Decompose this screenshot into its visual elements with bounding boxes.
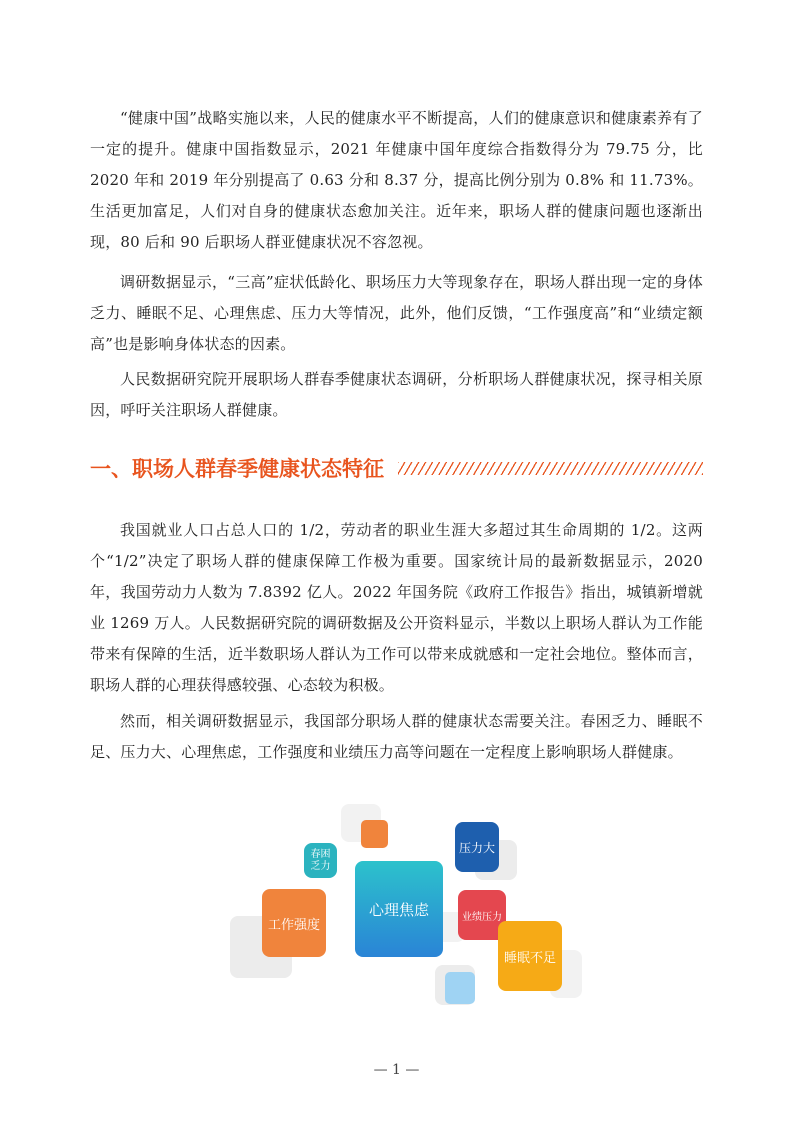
tile-yalida — [455, 822, 499, 872]
health-issues-tile-mosaic — [225, 800, 585, 1015]
body-paragraph-1: 我国就业人口占总人口的 1/2，劳动者的职业生涯大多超过其生命周期的 1/2。这两个“1/2”决定了职场人群的健康保障工作极为重要。国家统计局的最新数据显示，2020 年，我国劳动力人数为 7.8392 亿人。2022 年国务院《政府工作报告》指出，城镇新增就业 1269 万人。人民数据研究院的调研数据及公开资料显示，半数以上职场人群认为工作能带来有保障的生活，近半数职场人群认为工作可以带来成就感和一定社会地位。整体而言，职场人群的心理获得感较强、心态较为积极。 — [90, 521, 703, 694]
tile-chunkun-line1: 春困 — [310, 848, 331, 860]
tile-orange-small — [361, 820, 388, 848]
tile-xinli-jiaolv — [355, 861, 443, 957]
tile-shuimian-buzu — [498, 921, 562, 991]
intro-paragraph-3: 人民数据研究院开展职场人群春季健康状态调研，分析职场人群健康状况，探寻相关原因，呼吁关注职场人群健康。 — [90, 370, 703, 419]
page-number: — 1 — — [373, 1062, 420, 1078]
tile-yalida-label: 压力大 — [458, 840, 495, 855]
tile-gongzuo-qiangdu — [262, 889, 326, 957]
tile-yeji-label: 业绩压力 — [462, 911, 502, 923]
intro-paragraph-1: “健康中国”战略实施以来，人民的健康水平不断提高，人们的健康意识和健康素养有了一定的提升。健康中国指数显示，2021 年健康中国年度综合指数得分为 79.75 分，比 2020 年和 2019 年分别提高了 0.63 分和 8.37 分，提高比例分别为 0.8% 和 11.73%。生活更加富足，人们对自身的健康状态愈加关注。近年来，职场人群的健康问题也逐渐出现，80 后和 90 后职场人群亚健康状况不容忽视。 — [90, 109, 703, 251]
tile-light-blue — [445, 972, 475, 1004]
heading-hatch-decoration — [398, 462, 703, 475]
tile-gongzuo-label: 工作强度 — [267, 917, 320, 933]
body-paragraph-2: 然而，相关调研数据显示，我国部分职场人群的健康状态需要关注。春困乏力、睡眠不足、压力大、心理焦虑，工作强度和业绩压力高等问题在一定程度上影响职场人群健康。 — [90, 712, 703, 761]
intro-paragraph-2: 调研数据显示，“三高”症状低龄化、职场压力大等现象存在，职场人群出现一定的身体乏力、睡眠不足、心理焦虑、压力大等情况，此外，他们反馈，“工作强度高”和“业绩定额高”也是影响身体状态的因素。 — [90, 273, 703, 353]
tile-chunkun-line2: 乏力 — [310, 860, 331, 872]
tile-shuimian-label: 睡眠不足 — [503, 950, 556, 966]
section-heading — [90, 452, 703, 484]
section-title: 一、职场人群春季健康状态特征 — [90, 457, 384, 481]
tile-chunkun-fali — [304, 843, 337, 878]
tile-xinli-label: 心理焦虑 — [368, 900, 429, 919]
